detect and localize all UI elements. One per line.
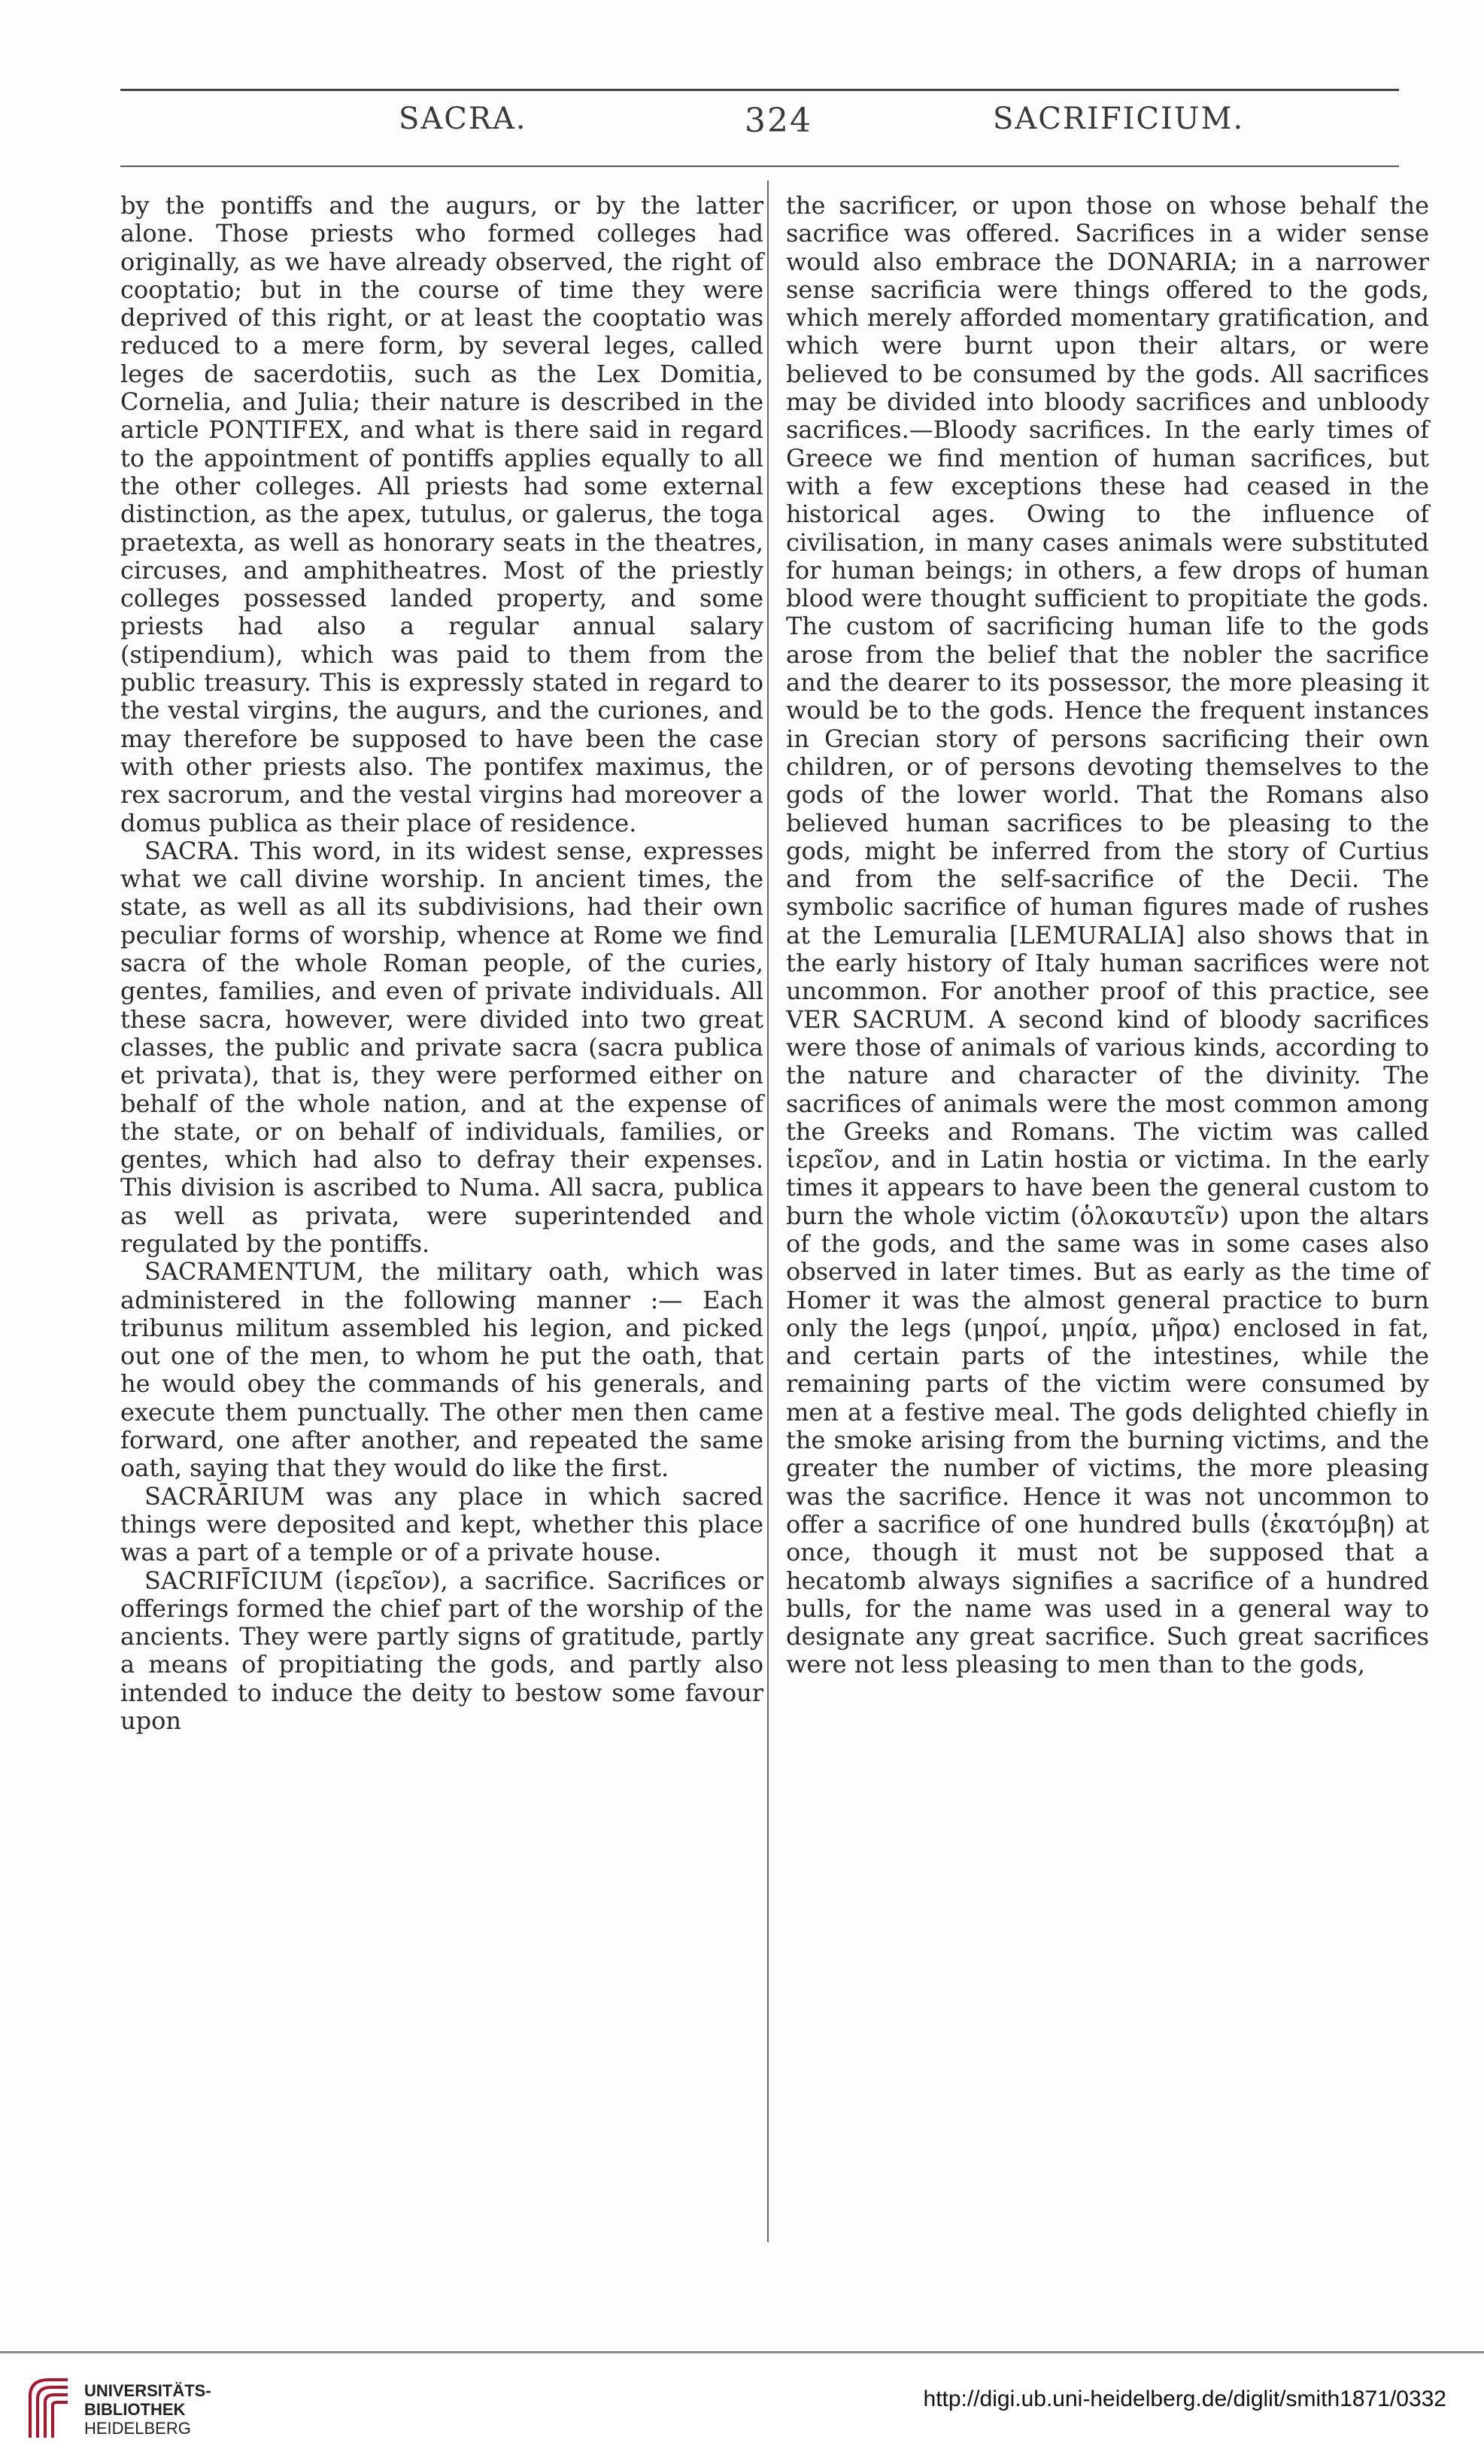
right-column (786, 192, 1429, 1679)
entry-sacramentum: SACRAMENTUM, the military oath, which was administered in the following manner :— Each tribunus militum assembled his legion, and picked out one of the men, to whom he put the oath, that he would obey the commands of his generals, and execute them punctually. The other men then came forward, one after another, and repeated the same oath, saying that they would do like the first. (120, 1257, 763, 1483)
left-column (120, 192, 763, 1735)
paragraph: by the pontiffs and the augurs, or by the latter alone. Those priests who formed colleges had originally, as we have already observed, the right of cooptatio; but in the course of time they were deprived of this right, or at least the cooptatio was reduced to a mere form, by several leges, called leges de sacerdotiis, such as the Lex Domitia, Cornelia, and Julia; their nature is described in the article PONTIFEX, and what is there said in regard to the appointment of pontiffs applies equally to all the other colleges. All priests had some external distinction, as the apex, tutulus, or galerus, the toga praetexta, as well as honorary seats in the theatres, circuses, and amphitheatres. Most of the priestly colleges possessed landed property, and some priests had also a regular annual salary (stipendium), which was paid to them from the public treasury. This is expressly stated in regard to the vestal virgins, the augurs, and the curiones, and may therefore be supposed to have been the case with other priests also. The pontifex maximus, the rex sacrorum, and the vestal virgins had moreover a domus publica as their place of residence. (120, 191, 763, 837)
source-url-link[interactable]: http://digi.ub.uni-heidelberg.de/diglit/smith1871/0332 (923, 2387, 1446, 2411)
library-line: HEIDELBERG (84, 2419, 191, 2438)
library-line: UNIVERSITÄTS- (84, 2381, 211, 2400)
entry-sacrarium: SACRĀRIUM was any place in which sacred things were deposited and kept, whether this place was a part of a temple or of a private house. (120, 1481, 763, 1567)
header-rule (120, 166, 1399, 167)
library-logo-icon (23, 2374, 75, 2441)
paragraph: the sacrificer, or upon those on whose behalf the sacrifice was offered. Sacrifices in a wider sense would also embrace the DONARIA; in a narrower sense sacrificia were things offered to the gods, which merely afforded momentary gratification, and which were burnt upon their altars, or were believed to be consumed by the gods. All sacrifices may be divided into bloody sacrifices and unbloody sacrifices.—Bloody sacrifices. In the early times of Greece we find mention of human sacrifices, but with a few exceptions these had ceased in the historical ages. Owing to the influence of civilisation, in many cases animals were substituted for human beings; in others, a few drops of human blood were thought sufficient to propitiate the gods. The custom of sacrificing human life to the gods arose from the belief that the nobler the sacrifice and the dearer to its possessor, the more pleasing it would be to the gods. Hence the frequent instances in Grecian story of persons sacrificing their own children, or of persons devoting themselves to the gods of the lower world. That the Romans also believed human sacrifices to be pleasing to the gods, might be inferred from the story of Curtius and from the self-sacrifice of the Decii. The symbolic sacrifice of human figures made of rushes at the Lemuralia [LEMURALIA] also shows that in the early history of Italy human sacrifices were not uncommon. For another proof of this practice, see VER SACRUM. A second kind of bloody sacrifices were those of animals of various kinds, according to the nature and character of the divinity. The sacrifices of animals were the most common among the Greeks and Romans. The victim was called ἱερεῖον, and in Latin hostia or victima. In the early times it appears to have been the general custom to burn the whole victim (ὁλοκαυτεῖν) upon the altars of the gods, and the same was in some cases also observed in later times. But as early as the time of Homer it was the almost general practice to burn only the legs (μηροί, μηρία, μῆρα) enclosed in fat, and certain parts of the intestines, while the remaining parts of the victim were consumed by men at a festive meal. The gods delighted chiefly in the smoke arising from the burning victims, and the greater the number of victims, the more pleasing was the sacrifice. Hence it was not uncommon to offer a sacrifice of one hundred bulls (ἑκατόμβη) at once, though it must not be supposed that a hecatomb always signifies a sacrifice of a hundred bulls, for the name was used in a general way to designate any great sacrifice. Such great sacrifices were not less pleasing to men than to the gods, (786, 191, 1429, 1679)
header-left-title: SACRA. (399, 102, 527, 136)
entry-sacra: SACRA. This word, in its widest sense, expresses what we call divine worship. In ancient times, the state, as well as all its subdivisions, had their own peculiar forms of worship, whence at Rome we find sacra of the whole Roman people, of the curies, gentes, families, and even of private individuals. All these sacra, however, were divided into two great classes, the public and private sacra (sacra publica et privata), that is, they were performed either on behalf of the whole nation, and at the expense of the state, or on behalf of individuals, families, or gentes, which had also to defray their expenses. This division is ascribed to Numa. All sacra, publica as well as privata, were superintended and regulated by the pontiffs. (120, 836, 763, 1258)
column-divider (767, 181, 769, 2242)
library-line: BIBLIOTHEK (84, 2400, 186, 2419)
header-right-title: SACRIFICIUM. (993, 102, 1245, 136)
page-header (120, 102, 1399, 154)
footer-rule (0, 2351, 1484, 2353)
entry-sacrificium: SACRIFĪCIUM (ἱερεῖον), a sacrifice. Sacrifices or offerings formed the chief part of the worship of the ancients. They were partly signs of gratitude, partly a means of propitiating the gods, and partly also intended to induce the deity to bestow some favour upon (120, 1566, 763, 1736)
page-number: 324 (745, 102, 812, 140)
library-name (84, 2381, 211, 2438)
top-rule (120, 89, 1399, 91)
